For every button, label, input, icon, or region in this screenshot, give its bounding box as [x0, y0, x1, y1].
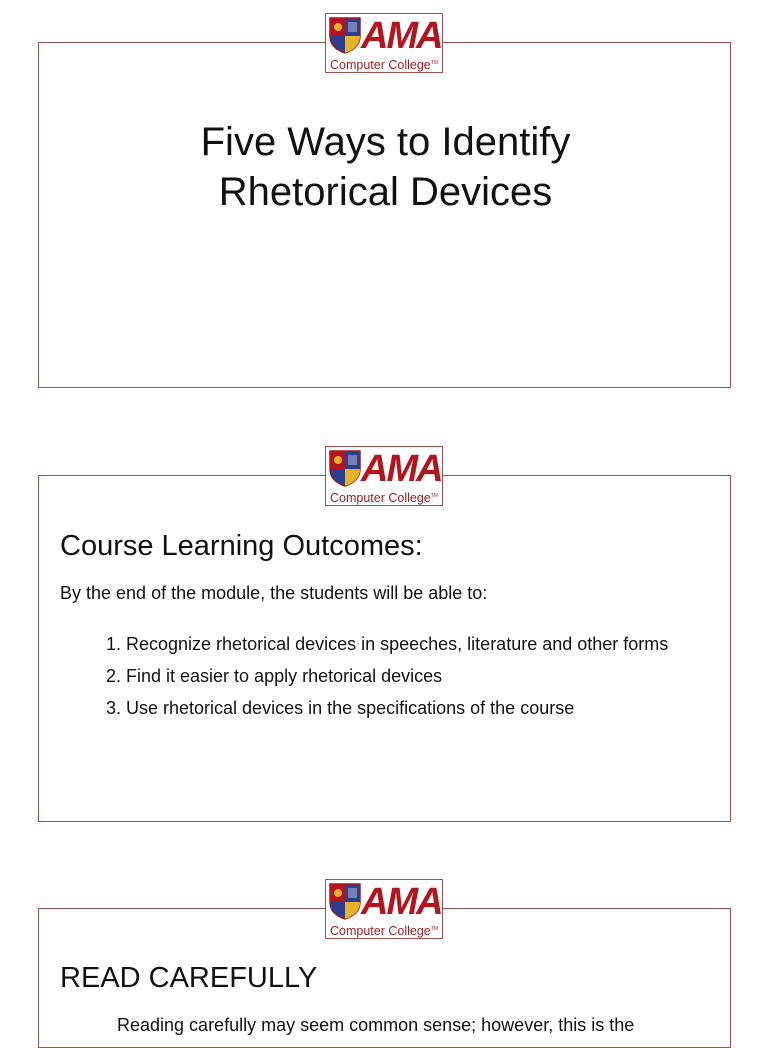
- list-item: 2. Find it easier to apply rhetorical devices: [126, 664, 731, 688]
- read-carefully-heading: READ CAREFULLY: [60, 962, 318, 994]
- logo-brand: AMA: [361, 881, 442, 923]
- shield-icon: [328, 16, 362, 54]
- logo-subtitle: Computer College™: [330, 924, 438, 939]
- shield-icon: [328, 882, 362, 920]
- ama-logo: [325, 446, 443, 506]
- list-item: 3. Use rhetorical devices in the specifications of the course: [126, 696, 731, 720]
- ama-logo: [325, 13, 443, 73]
- outcomes-heading: Course Learning Outcomes:: [60, 530, 423, 562]
- slide-title: [38, 42, 731, 388]
- logo-brand: AMA: [361, 15, 442, 57]
- outcomes-list: [104, 632, 731, 728]
- shield-icon: [328, 449, 362, 487]
- logo-brand: AMA: [361, 448, 442, 490]
- outcomes-intro: By the end of the module, the students will be able to:: [60, 583, 488, 603]
- ama-logo: [325, 879, 443, 939]
- slide-outcomes: [38, 475, 731, 822]
- title-line-2: Rhetorical Devices: [218, 170, 553, 214]
- logo-subtitle: Computer College™: [330, 491, 438, 506]
- list-item: 1. Recognize rhetorical devices in speeches, literature and other forms: [126, 632, 731, 656]
- read-carefully-paragraph: Reading carefully may seem common sense; however, this is the: [117, 1015, 635, 1035]
- logo-subtitle: Computer College™: [330, 58, 438, 73]
- title-line-1: Five Ways to Identify: [200, 120, 571, 164]
- slide-title-text: [39, 117, 732, 217]
